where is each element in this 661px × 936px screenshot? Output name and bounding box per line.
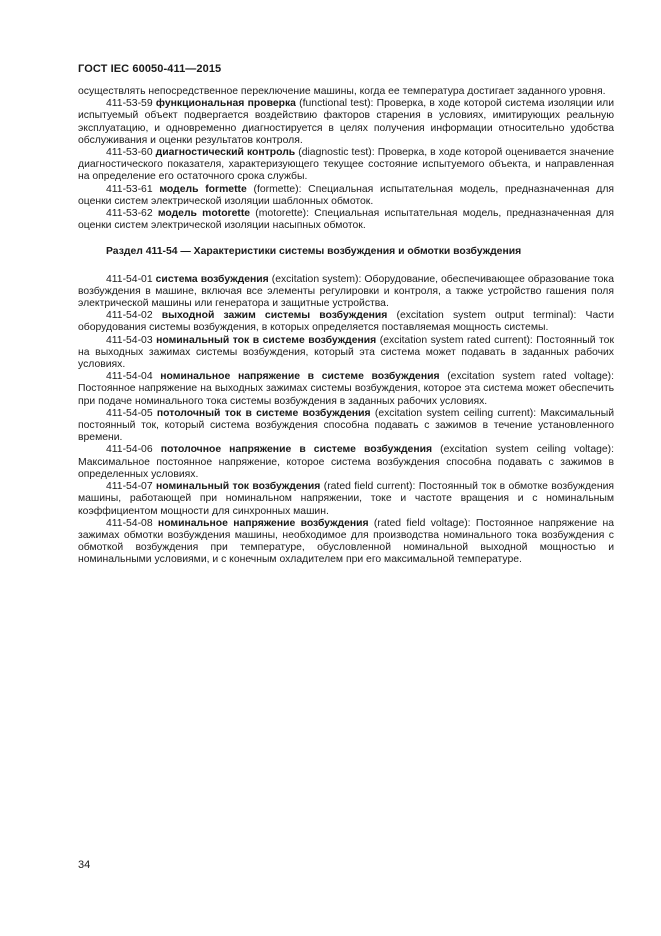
- definition-entry: [78, 274, 614, 311]
- definition-entry: [78, 481, 614, 518]
- entry-term: номинальное напряжение в системе возбуждения: [160, 371, 440, 383]
- entry-number: 411-54-06: [106, 444, 153, 456]
- entry-term: система возбуждения: [155, 273, 269, 285]
- entry-definition: (rated field current): Постоянный ток в обмотке возбуждения машины, работающей при номинальном напряжении, токе и частоте вращения и с номинальным коэффициентом мощности для синхронных машин.: [78, 481, 614, 517]
- definition-entry: [78, 371, 614, 408]
- definition-entry: [78, 408, 614, 445]
- definition-entry: [78, 335, 614, 372]
- entry-definition: (rated field voltage): Постоянное напряжение на зажимах обмотки возбуждения машины, необходимое для производства номинального тока возбуждения с обмоткой возбуждения при температуре, обусловленной номинальной выходной мощностью и номинальными условиями, и с конечным охладителем при его максимальной температуре.: [78, 517, 615, 566]
- entry-term: выходной зажим системы возбуждения: [161, 310, 388, 322]
- definition-entry: [78, 184, 614, 208]
- entry-number: 411-54-03: [106, 334, 153, 346]
- entry-term: номинальный ток в системе возбуждения: [156, 334, 377, 346]
- entry-term: номинальный ток возбуждения: [155, 481, 321, 493]
- entry-term: диагностический контроль: [155, 147, 296, 159]
- entry-number: 411-54-08: [106, 517, 153, 529]
- definition-entry: [78, 310, 614, 334]
- document-code-header: ГОСТ IEC 60050-411—2015: [78, 63, 222, 75]
- definition-entry: [78, 444, 614, 481]
- entry-term: модель formette: [159, 183, 247, 195]
- definition-entry: [78, 98, 614, 147]
- entry-term: номинальное напряжение возбуждения: [157, 517, 369, 529]
- entry-definition: (motorette): Специальная испытательная модель, предназначенная для оценки систем электрической изоляции насыпных обмоток.: [78, 208, 614, 232]
- entry-term: потолочное напряжение в системе возбуждения: [160, 444, 433, 456]
- page-number: 34: [78, 859, 91, 871]
- entry-number: 411-53-62: [106, 208, 153, 220]
- entry-definition: (diagnostic test): Проверка, в ходе которой оценивается значение диагностического показателя, характеризующего текущее состояние испытуемого объекта, и направленная на определение его остаточного срока службы.: [78, 147, 614, 183]
- entry-number: 411-53-59: [106, 98, 153, 110]
- entry-number: 411-54-02: [106, 310, 153, 322]
- entry-definition: (excitation system output terminal): Части оборудования системы возбуждения, в которых определяется поставляемая мощность системы.: [78, 310, 614, 334]
- definition-entry: [78, 208, 614, 232]
- entry-definition: (excitation system rated voltage): Постоянное напряжение на выходных зажимах системы возбуждения, которое эта система может обеспечить при подаче номинального тока системы возбуждения в заданных рабочих условиях.: [78, 371, 614, 407]
- entry-definition: (formette): Специальная испытательная модель, предназначенная для оценки систем электрической изоляции шаблонных обмоток.: [78, 183, 615, 207]
- section-title: Раздел 411-54 — Характеристики системы возбуждения и обмотки возбуждения: [106, 246, 522, 258]
- entry-definition: (functional test): Проверка, в ходе которой система изоляции или испытуемый объект подвергается воздействию факторов старения в условиях, имитирующих реальную эксплуатацию, и одновременно диагностируется в целях получения информации относительно удобства обслуживания и оценки результатов контроля.: [78, 98, 614, 146]
- entry-number: 411-54-07: [106, 481, 153, 493]
- entry-number: 411-54-01: [106, 273, 153, 285]
- entry-term: потолочный ток в системе возбуждения: [156, 407, 371, 419]
- entry-term: функциональная проверка: [155, 98, 296, 110]
- continuation-paragraph: осуществлять непосредственное переключение машины, когда ее температура достигает заданного уровня.: [78, 86, 606, 97]
- entry-number: 411-53-61: [106, 183, 153, 195]
- entry-number: 411-53-60: [106, 147, 153, 159]
- entry-number: 411-54-04: [106, 371, 153, 383]
- document-body: [78, 86, 614, 567]
- entry-definition: (excitation system): Оборудование, обеспечивающее образование тока возбуждения в машине, включая все элементы регулировки и контроля, а также устройство гашения поля электрической машины или генератора и защитные устройства.: [78, 273, 614, 310]
- entry-definition: (excitation system rated current): Постоянный ток на выходных зажимах системы возбуждения, который эта система может подавать в заданных рабочих условиях.: [78, 334, 614, 371]
- entry-definition: (excitation system ceiling voltage): Максимальное постоянное напряжение, которое система возбуждения способна подавать с зажимов в определенных условиях.: [78, 444, 614, 480]
- entry-definition: (excitation system ceiling current): Максимальный постоянный ток, который система возбуждения способна подавать с зажимов в течение установленного времени.: [78, 407, 614, 444]
- definition-entry: [78, 147, 614, 184]
- entry-number: 411-54-05: [106, 407, 153, 419]
- entry-term: модель motorette: [157, 208, 251, 220]
- definition-entry: [78, 518, 614, 567]
